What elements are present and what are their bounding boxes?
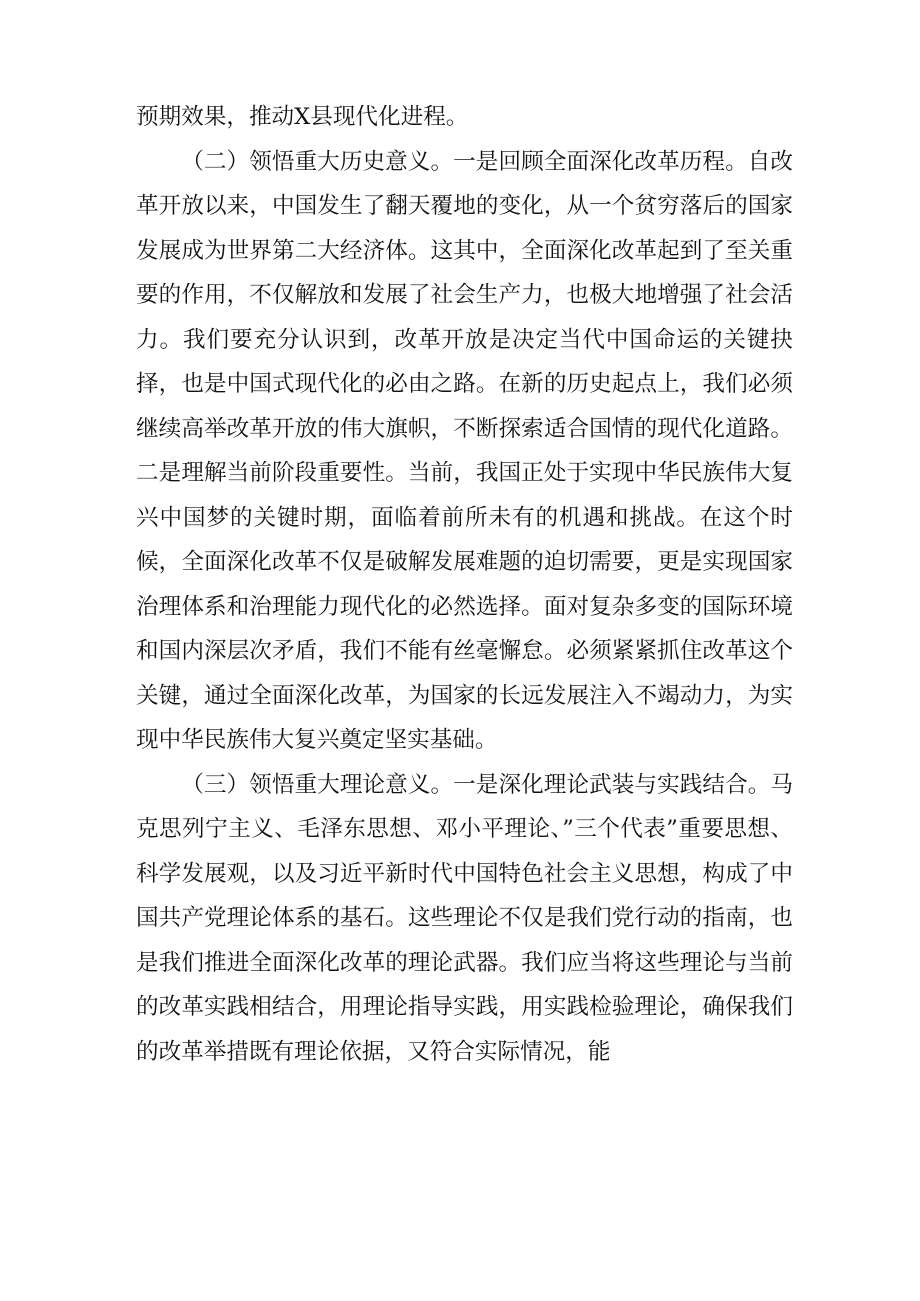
- paragraph-historical-significance: （二）领悟重大历史意义。一是回顾全面深化改革历程。自改革开放以来，中国发生了翻天覆地的变化，从一个贫穷落后的国家发展成为世界第二大经济体。这其中，全面深化改革起到了至关重要的作用，不仅解放和发展了社会生产力，也极大地增强了社会活力。我们要充分认识到，改革开放是决定当代中国命运的关键抉择，也是中国式现代化的必由之路。在新的历史起点上，我们必须继续高举改革开放的伟大旗帜，不断探索适合国情的现代化道路。二是理解当前阶段重要性。当前，我国正处于实现中华民族伟大复兴中国梦的关键时期，面临着前所未有的机遇和挑战。在这个时候，全面深化改革不仅是破解发展难题的迫切需要，更是实现国家治理体系和治理能力现代化的必然选择。面对复杂多变的国际环境和国内深层次矛盾，我们不能有丝毫懈怠。必须紧紧抓住改革这个关键，通过全面深化改革，为国家的长远发展注入不竭动力，为实现中华民族伟大复兴奠定坚实基础。: [136, 148, 793, 753]
- paragraph-theoretical-significance: （三）领悟重大理论意义。一是深化理论武装与实践结合。马克思列宁主义、毛泽东思想、邓小平理论、”三个代表”重要思想、科学发展观，以及习近平新时代中国特色社会主义思想，构成了中国共产党理论体系的基石。这些理论不仅是我们党行动的指南，也是我们推进全面深化改革的理论武器。我们应当将这些理论与当前的改革实践相结合，用理论指导实践，用实践检验理论，确保我们的改革举措既有理论依据，又符合实际情况，能: [136, 771, 793, 1065]
- paragraph-continuation: 预期效果，推动X县现代化进程。: [136, 104, 469, 130]
- document-body: [136, 95, 793, 1074]
